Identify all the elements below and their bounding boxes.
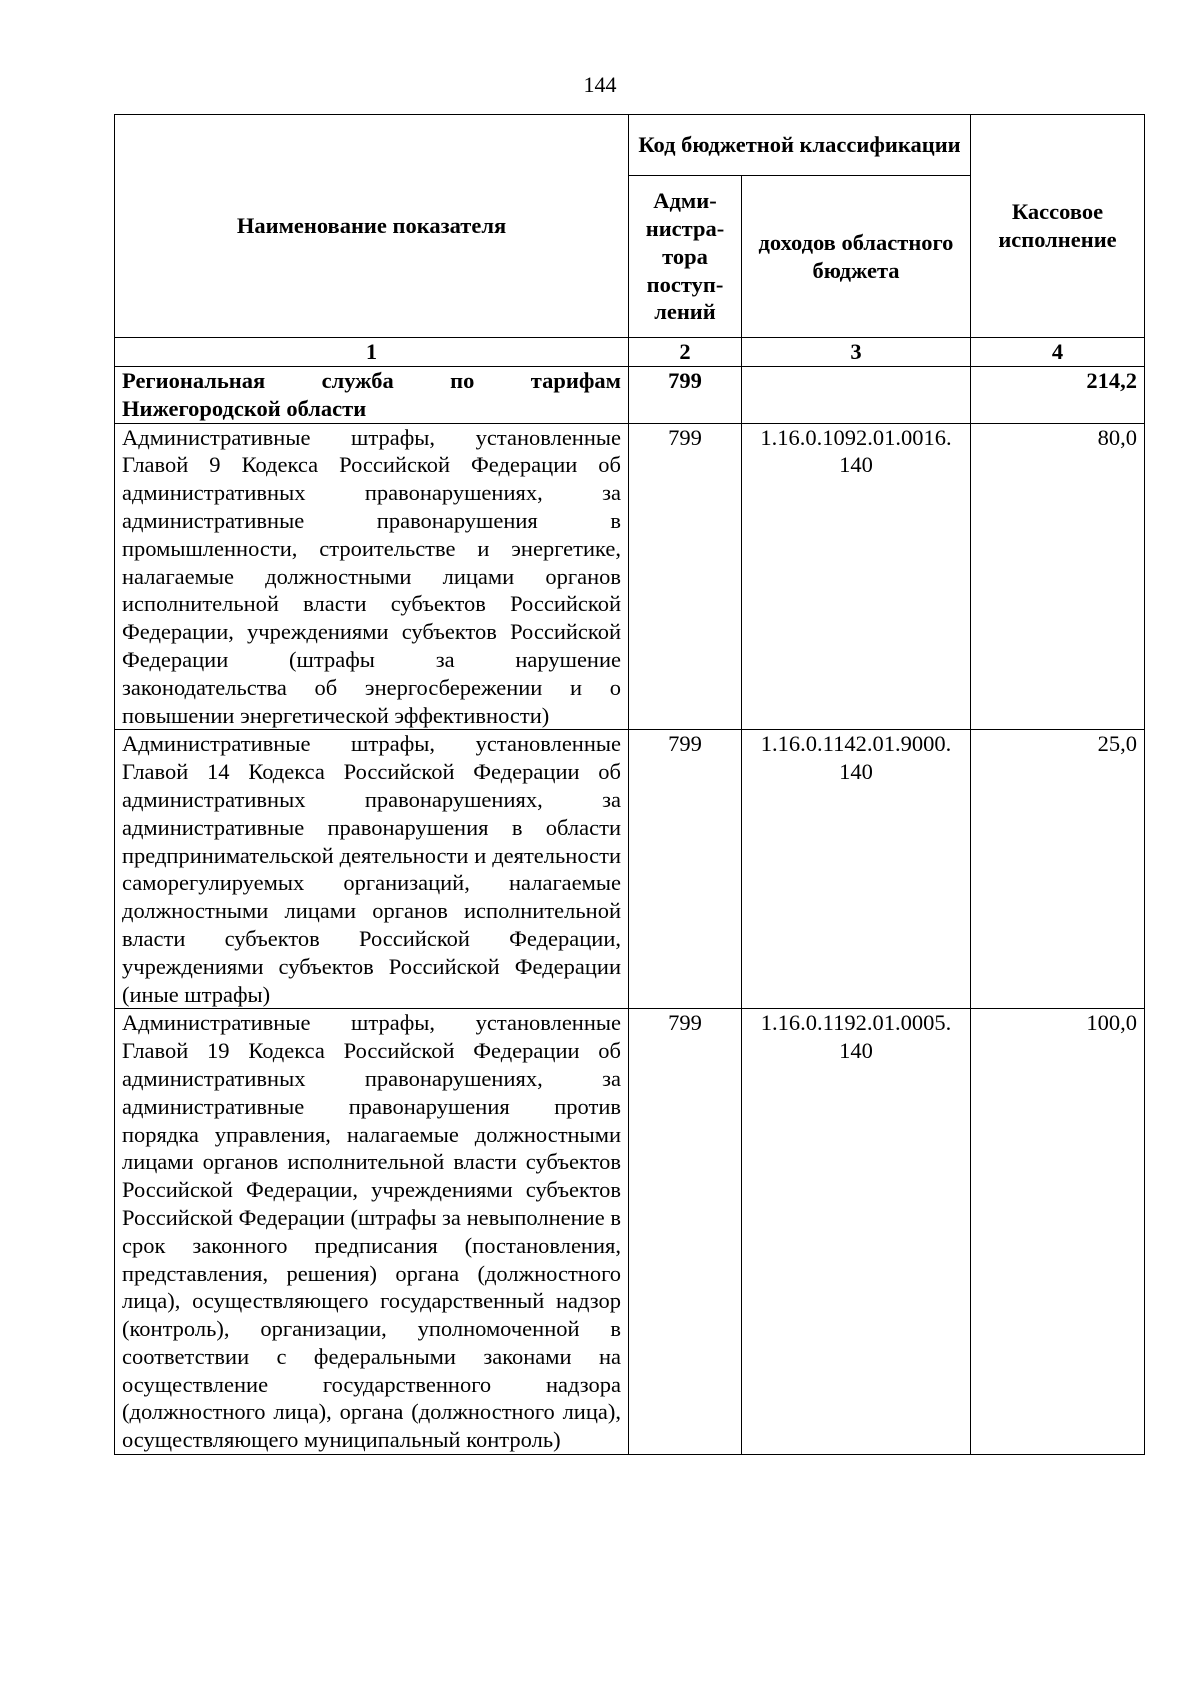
table-row: [115, 367, 1145, 424]
row-income-code: [742, 367, 971, 424]
table-row: [115, 423, 1145, 730]
row-admin-code: 799: [629, 367, 742, 424]
row-name: Административные штрафы, установленные Главой 19 Кодекса Российской Федерации об административных правонарушениях, за административные правонарушения против порядка управления, налагаемые должностными лицами органов исполнительной власти субъектов Российской Федерации, учреждениями субъектов Российской Федерации (штрафы за невыполнение в срок законного предписания (постановления, представления, решения) органа (должностного лица), осуществляющего государственный надзор (контроль), организации, уполномоченной в соответствии с федеральными законами на осуществление государственного надзора (должностного лица), органа (должностного лица), осуществляющего муниципальный контроль): [115, 1009, 629, 1455]
row-income-code: 1.16.0.1142.01.9000. 140: [742, 730, 971, 1009]
header-cash-execution: Кассовое исполнение: [971, 115, 1145, 338]
row-amount: 80,0: [971, 423, 1145, 730]
table-row: [115, 1009, 1145, 1455]
header-budget-code: Код бюджетной классификации: [629, 115, 971, 176]
column-number-1: 1: [115, 338, 629, 367]
row-admin-code: 799: [629, 730, 742, 1009]
row-amount: 25,0: [971, 730, 1145, 1009]
row-admin-code: 799: [629, 423, 742, 730]
row-name: Региональная служба по тарифам Нижегородской области: [115, 367, 629, 424]
column-number-3: 3: [742, 338, 971, 367]
row-name: Административные штрафы, установленные Главой 14 Кодекса Российской Федерации об административных правонарушениях, за административные правонарушения в области предпринимательской деятельности и деятельности саморегулируемых организаций, налагаемые должностными лицами органов исполнительной власти субъектов Российской Федерации, учреждениями субъектов Российской Федерации (иные штрафы): [115, 730, 629, 1009]
table-header: [115, 115, 1145, 367]
budget-table: [114, 114, 1145, 1455]
column-number-4: 4: [971, 338, 1145, 367]
header-income-code: доходов областного бюджета: [742, 176, 971, 338]
column-number-2: 2: [629, 338, 742, 367]
column-numbers-row: [115, 338, 1145, 367]
row-admin-code: 799: [629, 1009, 742, 1455]
page-number: 144: [583, 72, 617, 97]
header-indicator-name: Наименование показателя: [115, 115, 629, 338]
row-name: Административные штрафы, установленные Главой 9 Кодекса Российской Федерации об административных правонарушениях, за административные правонарушения в промышленности, строительстве и энергетике, налагаемые должностными лицами органов исполнительной власти субъектов Российской Федерации, учреждениями субъектов Российской Федерации (штрафы за нарушение законодательства об энергосбережении и о повышении энергетической эффективности): [115, 423, 629, 730]
row-income-code: 1.16.0.1192.01.0005. 140: [742, 1009, 971, 1455]
table-body: [115, 367, 1145, 1455]
row-amount: 100,0: [971, 1009, 1145, 1455]
table-row: [115, 730, 1145, 1009]
header-administrator: Адми-нистра-тора поступ-лений: [629, 176, 742, 338]
row-amount: 214,2: [971, 367, 1145, 424]
row-income-code: 1.16.0.1092.01.0016. 140: [742, 423, 971, 730]
